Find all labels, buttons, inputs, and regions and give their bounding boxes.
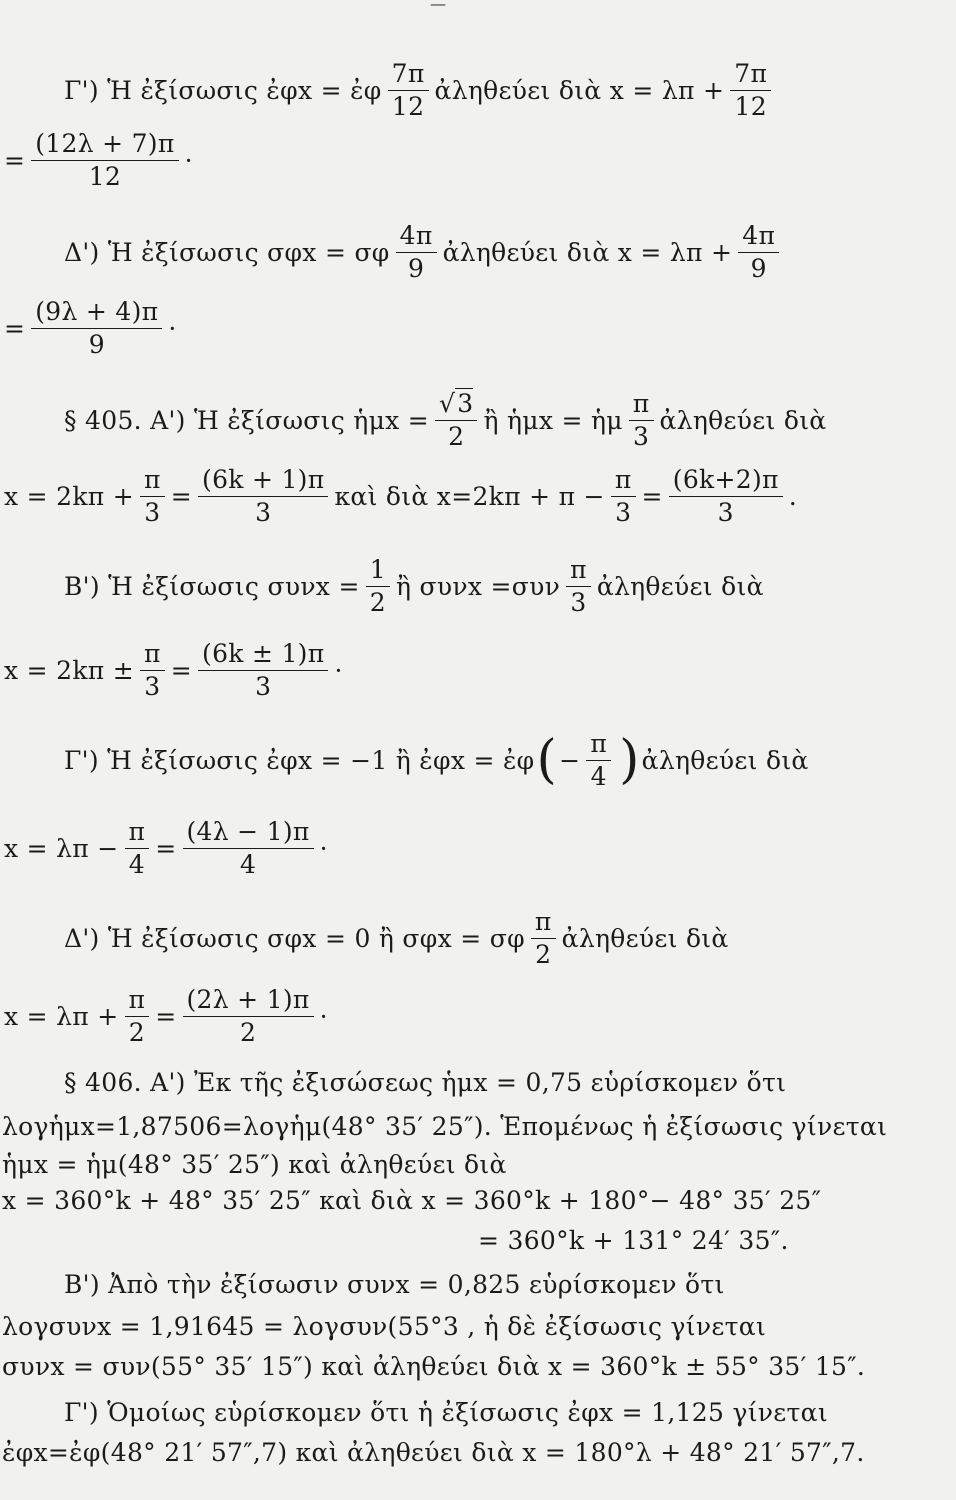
section-406-alpha: § 406. Α') Ἐκ τῆς ἐξισώσεως ἡμx = 0,75 εὑρίσκομεν ὅτι — [64, 1068, 787, 1097]
equation-line-beta-syn: Β') Ἡ ἐξίσωσις συνx = $\frac{1}{2}$ ἢ συνx =συν $\frac{\pi}{3}$ ἀληθεύει διὰ — [64, 555, 764, 617]
text-line: ἐφx=ἐφ(48° 21′ 57″,7) καὶ ἀληθεύει διὰ x = 180°λ + 48° 21′ 57″,7. — [2, 1438, 865, 1467]
text-line: = 360°k + 131° 24′ 35″. — [478, 1226, 789, 1255]
fraction: $\frac{7\pi}{12}$ — [388, 60, 429, 120]
equation-line-solutions: x = λπ − $\frac{\pi}{4}$ = $\frac{(4\lambda - 1)\pi}{4}$ · — [4, 817, 328, 879]
fraction: $\frac{\pi}{3}$ — [629, 390, 654, 450]
equation-line-solutions: x = 2kπ ± $\frac{\pi}{3}$ = $\frac{(6k \pm 1)\pi}{3}$ · — [4, 639, 343, 701]
fraction: $\frac{4\pi}{9}$ — [396, 222, 437, 282]
fraction: $\frac{(2\lambda + 1)\pi}{2}$ — [183, 986, 314, 1046]
fraction: $\frac{\pi}{2}$ — [125, 986, 150, 1046]
fraction: $\frac{(6k+2)\pi}{3}$ — [669, 466, 783, 526]
fraction-sqrt3-over-2: $\frac{√3}{2}$ — [435, 390, 477, 450]
section-406-gamma: Γ') Ὁμοίως εὑρίσκομεν ὅτι ἡ ἐξίσωσις ἐφx = 1,125 γίνεται — [64, 1398, 828, 1427]
fraction: $\frac{\pi}{3}$ — [566, 556, 591, 616]
text-line: λογσυνx = 1,91645 = λογσυν(55°3 , ἡ δὲ ἐξίσωσις γίνεται — [2, 1312, 767, 1341]
equation-line-result: = $\frac{(9\lambda + 4)\pi}{9}$ · — [4, 297, 177, 359]
fraction: $\frac{(6k \pm 1)\pi}{3}$ — [198, 640, 328, 700]
equation-line-result: = $\frac{(12\lambda + 7)\pi}{12}$ · — [4, 129, 193, 191]
sqrt-icon: √ — [439, 389, 456, 418]
fraction: $\frac{(9\lambda + 4)\pi}{9}$ — [31, 298, 162, 358]
fraction: $\frac{\pi}{4}$ — [125, 818, 150, 878]
fraction: $\frac{7\pi}{12}$ — [730, 60, 771, 120]
equation-line-gamma-eph: Γ') Ἡ ἐξίσωσις ἐφx = ἐφ $\frac{7\pi}{12}$ ἀληθεύει διὰ x = λπ + $\frac{7\pi}{12}$ — [64, 60, 956, 120]
text-line: λογἡμx=1,87506=λογἡμ(48° 35′ 25″). Ἑπομένως ἡ ἐξίσωσις γίνεται — [2, 1112, 888, 1141]
equation-line-solutions: x = λπ + $\frac{\pi}{2}$ = $\frac{(2\lambda + 1)\pi}{2}$ · — [4, 985, 328, 1047]
fraction: $\frac{\pi}{4}$ — [586, 730, 611, 790]
fraction: $\frac{\pi}{3}$ — [140, 640, 165, 700]
text-line: συνx = συν(55° 35′ 15″) καὶ ἀληθεύει διὰ x = 360°k ± 55° 35′ 15″. — [2, 1352, 866, 1381]
page-number-fragment: — — [430, 0, 446, 13]
fraction: $\frac{\pi}{2}$ — [531, 908, 556, 968]
equation-line-solutions: x = 2kπ + $\frac{\pi}{3}$ = $\frac{(6k + 1)\pi}{3}$ καὶ διὰ x=2kπ + π − $\frac{\pi}{3}$ = $\frac{(6k+2)\pi}{3}$ . — [4, 465, 797, 527]
section-406-beta: Β') Ἀπὸ τὴν ἐξίσωσιν συνx = 0,825 εὑρίσκομεν ὅτι — [64, 1270, 725, 1299]
equation-line-delta-sph: Δ') Ἡ ἐξίσωσις σφx = σφ $\frac{4\pi}{9}$ ἀληθεύει διὰ x = λπ + $\frac{4\pi}{9}$ — [64, 222, 956, 282]
section-405-alpha: § 405. Α') Ἡ ἐξίσωσις ἡμx = $\frac{√3}{2}$ ἢ ἡμx = ἡμ $\frac{\pi}{3}$ ἀληθεύει διὰ — [64, 389, 827, 451]
fraction: $\frac{\pi}{3}$ — [611, 466, 636, 526]
fraction: $\frac{(12\lambda + 7)\pi}{12}$ — [31, 130, 178, 190]
text-line: x = 360°k + 48° 35′ 25″ καὶ διὰ x = 360°k + 180°− 48° 35′ 25″ — [2, 1186, 822, 1215]
fraction: $\frac{(4\lambda - 1)\pi}{4}$ — [183, 818, 314, 878]
text-line: ἡμx = ἡμ(48° 35′ 25″) καὶ ἀληθεύει διὰ — [2, 1150, 507, 1179]
fraction: $\frac{4\pi}{9}$ — [738, 222, 779, 282]
equation-line-gamma-eph-minus1: Γ') Ἡ ἐξίσωσις ἐφx = −1 ἢ ἐφx = ἐφ ( − $\frac{\pi}{4}$ ) ἀληθεύει διὰ — [64, 729, 809, 791]
fraction: $\frac{1}{2}$ — [366, 556, 390, 616]
fraction: $\frac{(6k + 1)\pi}{3}$ — [198, 466, 328, 526]
fraction: $\frac{\pi}{3}$ — [140, 466, 165, 526]
equation-line-delta-sph-zero: Δ') Ἡ ἐξίσωσις σφx = 0 ἢ σφx = σφ $\frac{\pi}{2}$ ἀληθεύει διὰ — [64, 907, 729, 969]
